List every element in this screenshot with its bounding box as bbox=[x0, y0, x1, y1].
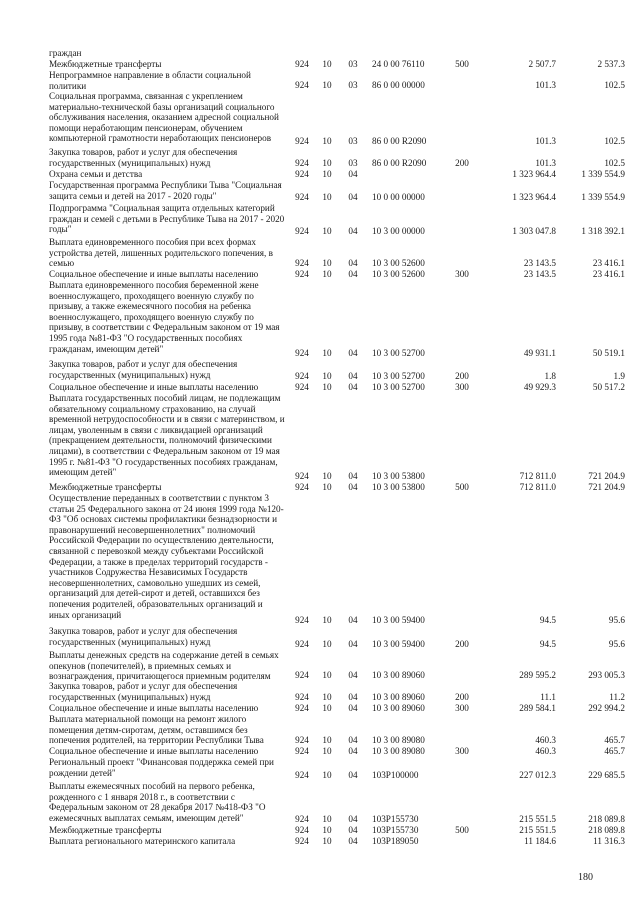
row-gr: 924 bbox=[295, 158, 309, 169]
row-sum-2020: 23 143.5 bbox=[523, 269, 556, 280]
row-sum-2021: 229 685.5 bbox=[588, 770, 625, 781]
row-pr: 04 bbox=[348, 735, 358, 746]
table-row bbox=[0, 180, 640, 203]
row-target-article: 10 3 00 53800 bbox=[372, 482, 425, 493]
row-pr: 03 bbox=[348, 59, 358, 70]
row-sum-2020: 101.3 bbox=[535, 136, 556, 147]
row-rz: 10 bbox=[322, 192, 332, 203]
row-expense-type: 300 bbox=[455, 382, 469, 393]
row-sum-2021: 11.2 bbox=[609, 692, 625, 703]
row-sum-2020: 23 143.5 bbox=[523, 258, 556, 269]
row-name: Выплата регионального материнского капитала bbox=[49, 836, 236, 846]
row-rz: 10 bbox=[322, 814, 332, 825]
row-target-article: 10 3 00 59400 bbox=[372, 639, 425, 650]
row-pr: 03 bbox=[348, 158, 358, 169]
row-name: Выплата единовременного пособия при всех формах устройства детей, лишенных родительского попечения, в семью bbox=[49, 237, 273, 269]
row-target-article: 86 0 00 R2090 bbox=[372, 136, 427, 147]
row-expense-type: 500 bbox=[455, 482, 469, 493]
row-sum-2020: 460.3 bbox=[535, 735, 556, 746]
row-sum-2021: 102.5 bbox=[604, 80, 625, 91]
row-expense-type: 200 bbox=[455, 158, 469, 169]
table-row bbox=[0, 482, 640, 493]
row-pr: 04 bbox=[348, 258, 358, 269]
row-expense-type: 300 bbox=[455, 703, 469, 714]
row-sum-2021: 95.6 bbox=[608, 615, 625, 626]
table-row bbox=[0, 781, 640, 825]
row-name: Выплаты ежемесячных пособий на первого ребенка, рожденного с 1 января 2018 г., в соответствии с Федеральным законом от 28 декабря 2017 №418-ФЗ "О ежемесячных выплатах семьям, имеющим детей" bbox=[49, 781, 266, 823]
row-sum-2021: 721 204.9 bbox=[588, 471, 625, 482]
row-name: Государственная программа Республики Тыва "Социальная защита семьи и детей на 2017 - 2020 годы" bbox=[49, 180, 282, 201]
row-sum-2021: 23 416.1 bbox=[592, 269, 625, 280]
table-row bbox=[0, 836, 640, 847]
row-pr: 04 bbox=[348, 639, 358, 650]
row-name: граждан bbox=[49, 48, 82, 58]
table-row bbox=[0, 493, 640, 626]
row-sum-2020: 1 303 047.8 bbox=[512, 226, 556, 237]
row-sum-2021: 95.6 bbox=[608, 639, 625, 650]
row-expense-type: 500 bbox=[455, 59, 469, 70]
row-expense-type: 200 bbox=[455, 371, 469, 382]
row-sum-2021: 1 339 554.9 bbox=[581, 192, 625, 203]
row-sum-2020: 712 811.0 bbox=[519, 482, 556, 493]
row-gr: 924 bbox=[295, 59, 309, 70]
row-sum-2021: 218 089.8 bbox=[588, 814, 625, 825]
row-gr: 924 bbox=[295, 814, 309, 825]
table-row bbox=[0, 70, 640, 91]
row-sum-2020: 49 929.3 bbox=[523, 382, 556, 393]
row-sum-2020: 101.3 bbox=[535, 158, 556, 169]
row-name: Социальное обеспечение и иные выплаты населению bbox=[49, 382, 259, 392]
row-sum-2020: 460.3 bbox=[535, 746, 556, 757]
row-pr: 04 bbox=[348, 371, 358, 382]
row-expense-type: 300 bbox=[455, 269, 469, 280]
row-gr: 924 bbox=[295, 670, 309, 681]
row-target-article: 10 3 00 00000 bbox=[372, 226, 425, 237]
row-pr: 04 bbox=[348, 692, 358, 703]
row-sum-2020: 215 551.5 bbox=[519, 814, 556, 825]
row-sum-2020: 1 323 964.4 bbox=[512, 192, 556, 203]
row-pr: 04 bbox=[348, 169, 358, 180]
row-rz: 10 bbox=[322, 825, 332, 836]
row-sum-2020: 1.8 bbox=[544, 371, 556, 382]
row-pr: 03 bbox=[348, 80, 358, 91]
row-rz: 10 bbox=[322, 770, 332, 781]
row-sum-2021: 1 318 392.1 bbox=[581, 226, 625, 237]
row-name: Межбюджетные трансферты bbox=[49, 825, 162, 835]
row-gr: 924 bbox=[295, 80, 309, 91]
row-name: Выплаты денежных средств на содержание детей в семьях опекунов (попечителей), в приемных семьях и вознаграждения, причитающегося приемным родителям bbox=[49, 650, 279, 682]
row-name: Закупка товаров, работ и услуг для обеспечения государственных (муниципальных) нужд bbox=[49, 359, 238, 380]
row-expense-type: 200 bbox=[455, 639, 469, 650]
row-rz: 10 bbox=[322, 615, 332, 626]
row-target-article: 10 3 00 89060 bbox=[372, 670, 425, 681]
row-rz: 10 bbox=[322, 348, 332, 359]
row-name: Социальная программа, связанная с укреплением материально-технической базы организаций социального обслуживания населения, оказанием адресной социальной помощи неработающим пенсионерам, обучением компьютерной грамотности неработающих пенсионеров bbox=[49, 91, 279, 144]
row-sum-2021: 11 316.3 bbox=[593, 836, 625, 847]
row-pr: 04 bbox=[348, 836, 358, 847]
row-sum-2021: 1.9 bbox=[613, 371, 625, 382]
row-rz: 10 bbox=[322, 482, 332, 493]
table-row bbox=[0, 48, 640, 59]
row-target-article: 103P189050 bbox=[372, 836, 419, 847]
table-row bbox=[0, 147, 640, 169]
row-gr: 924 bbox=[295, 825, 309, 836]
row-pr: 04 bbox=[348, 471, 358, 482]
row-pr: 04 bbox=[348, 770, 358, 781]
row-sum-2020: 49 931.1 bbox=[523, 348, 556, 359]
row-pr: 04 bbox=[348, 814, 358, 825]
row-target-article: 86 0 00 R2090 bbox=[372, 158, 427, 169]
row-target-article: 103P155730 bbox=[372, 814, 419, 825]
row-rz: 10 bbox=[322, 703, 332, 714]
row-target-article: 24 0 00 76110 bbox=[372, 59, 425, 70]
row-name: Региональный проект "Финансовая поддержка семей при рождении детей" bbox=[49, 757, 274, 778]
row-pr: 04 bbox=[348, 382, 358, 393]
row-gr: 924 bbox=[295, 615, 309, 626]
row-gr: 924 bbox=[295, 692, 309, 703]
row-rz: 10 bbox=[322, 59, 332, 70]
row-rz: 10 bbox=[322, 746, 332, 757]
row-name: Непрограммное направление в области социальной политики bbox=[49, 70, 251, 91]
row-rz: 10 bbox=[322, 158, 332, 169]
row-name: Охрана семьи и детства bbox=[49, 169, 143, 179]
row-gr: 924 bbox=[295, 348, 309, 359]
row-sum-2020: 712 811.0 bbox=[519, 471, 556, 482]
row-rz: 10 bbox=[322, 269, 332, 280]
row-expense-type: 200 bbox=[455, 692, 469, 703]
row-name: Выплата государственных пособий лицам, не подлежащим обязательному социальному страхованию, на случай временной нетрудоспособности и в связи с материнством, и лицам, уволенным в связи с ликвидацией организаций (прекращением деятельности, полномочий физическими лицами), в соответствии с Федеральным законом от 19 мая 1995 г. №81-ФЗ "О государственных пособиях гражданам, имеющим детей" bbox=[49, 393, 285, 478]
row-pr: 04 bbox=[348, 269, 358, 280]
row-sum-2021: 293 005.3 bbox=[588, 670, 625, 681]
row-target-article: 86 0 00 00000 bbox=[372, 80, 425, 91]
row-rz: 10 bbox=[322, 382, 332, 393]
table-row bbox=[0, 269, 640, 280]
table-row bbox=[0, 746, 640, 757]
row-gr: 924 bbox=[295, 471, 309, 482]
row-rz: 10 bbox=[322, 371, 332, 382]
row-sum-2021: 292 994.2 bbox=[588, 703, 625, 714]
row-target-article: 10 3 00 89060 bbox=[372, 703, 425, 714]
row-sum-2020: 2 507.7 bbox=[528, 59, 556, 70]
table-row bbox=[0, 59, 640, 70]
row-sum-2020: 289 584.1 bbox=[519, 703, 556, 714]
row-rz: 10 bbox=[322, 169, 332, 180]
row-rz: 10 bbox=[322, 471, 332, 482]
row-name: Осуществление переданных в соответствии с пунктом 3 статьи 25 Федерального закона от 24 июня 1999 года №120-ФЗ "Об основах системы профилактики безнадзорности и правонарушений несовершеннолетних" полномочий Российской Федерации по осуществлению деятельности, связанной с перевозкой между субъектами Российской Федерации, а также в пределах территорий государств - участников Содружества Независимых Государств несовершеннолетних, самовольно ушедших из семей, организаций для детей-сирот и детей, оставшихся без попечения родителей, образовательных организаций и иных организаций bbox=[49, 493, 284, 620]
table-row bbox=[0, 714, 640, 746]
row-gr: 924 bbox=[295, 836, 309, 847]
row-name: Социальное обеспечение и иные выплаты населению bbox=[49, 269, 259, 279]
row-gr: 924 bbox=[295, 735, 309, 746]
row-gr: 924 bbox=[295, 382, 309, 393]
row-pr: 04 bbox=[348, 482, 358, 493]
row-sum-2021: 465.7 bbox=[604, 746, 625, 757]
row-name: Межбюджетные трансферты bbox=[49, 59, 162, 69]
row-sum-2020: 101.3 bbox=[535, 80, 556, 91]
row-gr: 924 bbox=[295, 269, 309, 280]
row-target-article: 10 3 00 89060 bbox=[372, 692, 425, 703]
row-sum-2020: 94.5 bbox=[539, 615, 556, 626]
row-target-article: 10 3 00 52700 bbox=[372, 371, 425, 382]
row-pr: 04 bbox=[348, 670, 358, 681]
table-row bbox=[0, 703, 640, 714]
row-sum-2020: 11.1 bbox=[540, 692, 556, 703]
row-target-article: 103P100000 bbox=[372, 770, 419, 781]
row-gr: 924 bbox=[295, 258, 309, 269]
row-sum-2020: 94.5 bbox=[539, 639, 556, 650]
row-gr: 924 bbox=[295, 192, 309, 203]
row-sum-2021: 465.7 bbox=[604, 735, 625, 746]
row-pr: 04 bbox=[348, 825, 358, 836]
row-sum-2021: 721 204.9 bbox=[588, 482, 625, 493]
table-row bbox=[0, 382, 640, 393]
row-target-article: 10 3 00 59400 bbox=[372, 615, 425, 626]
row-sum-2021: 50 519.1 bbox=[592, 348, 625, 359]
row-sum-2020: 1 323 964.4 bbox=[512, 169, 556, 180]
row-gr: 924 bbox=[295, 703, 309, 714]
row-sum-2021: 218 089.8 bbox=[588, 825, 625, 836]
row-rz: 10 bbox=[322, 692, 332, 703]
row-sum-2021: 102.5 bbox=[604, 158, 625, 169]
row-name: Подпрограмма "Социальная защита отдельных категорий граждан и семей с детьми в Республике Тыва на 2017 - 2020 годы" bbox=[49, 203, 285, 235]
row-sum-2021: 23 416.1 bbox=[592, 258, 625, 269]
row-target-article: 10 3 00 89080 bbox=[372, 735, 425, 746]
row-name: Выплата материальной помощи на ремонт жилого помещения детям-сиротам, детям, оставшимся без попечения родителей, на территории Республики Тыва bbox=[49, 714, 264, 746]
row-sum-2021: 1 339 554.9 bbox=[581, 169, 625, 180]
table-row bbox=[0, 203, 640, 237]
row-rz: 10 bbox=[322, 136, 332, 147]
table-row bbox=[0, 626, 640, 650]
row-expense-type: 300 bbox=[455, 746, 469, 757]
row-pr: 04 bbox=[348, 615, 358, 626]
table-row bbox=[0, 280, 640, 359]
row-pr: 03 bbox=[348, 136, 358, 147]
table-row bbox=[0, 650, 640, 681]
row-name: Закупка товаров, работ и услуг для обеспечения государственных (муниципальных) нужд bbox=[49, 681, 238, 702]
row-sum-2020: 215 551.5 bbox=[519, 825, 556, 836]
row-rz: 10 bbox=[322, 80, 332, 91]
row-sum-2020: 227 012.3 bbox=[519, 770, 556, 781]
row-pr: 04 bbox=[348, 348, 358, 359]
row-target-article: 10 3 00 52700 bbox=[372, 382, 425, 393]
row-gr: 924 bbox=[295, 639, 309, 650]
row-target-article: 103P155730 bbox=[372, 825, 419, 836]
row-sum-2020: 11 184.6 bbox=[524, 836, 556, 847]
row-sum-2021: 2 537.3 bbox=[597, 59, 625, 70]
row-gr: 924 bbox=[295, 746, 309, 757]
row-gr: 924 bbox=[295, 770, 309, 781]
row-rz: 10 bbox=[322, 639, 332, 650]
row-gr: 924 bbox=[295, 136, 309, 147]
row-gr: 924 bbox=[295, 226, 309, 237]
table-row bbox=[0, 825, 640, 836]
page-number: 180 bbox=[578, 872, 593, 883]
row-name: Социальное обеспечение и иные выплаты населению bbox=[49, 746, 259, 756]
table-row bbox=[0, 757, 640, 781]
row-target-article: 10 0 00 00000 bbox=[372, 192, 425, 203]
row-name: Закупка товаров, работ и услуг для обеспечения государственных (муниципальных) нужд bbox=[49, 147, 238, 168]
row-target-article: 10 3 00 89080 bbox=[372, 746, 425, 757]
row-target-article: 10 3 00 52700 bbox=[372, 348, 425, 359]
table-row bbox=[0, 237, 640, 269]
row-pr: 04 bbox=[348, 192, 358, 203]
row-name: Социальное обеспечение и иные выплаты населению bbox=[49, 703, 259, 713]
row-gr: 924 bbox=[295, 169, 309, 180]
row-name: Межбюджетные трансферты bbox=[49, 482, 162, 492]
row-pr: 04 bbox=[348, 226, 358, 237]
row-rz: 10 bbox=[322, 735, 332, 746]
row-name: Выплата единовременного пособия беременной жене военнослужащего, проходящего военную службу по призыву, а также ежемесячного пособия на ребенка военнослужащего, проходящего военную службу по призыву, в соответствии с Федеральным законом от 19 мая 1995 года №81-ФЗ "О государственных пособиях гражданам, имеющим детей" bbox=[49, 280, 280, 354]
table-row bbox=[0, 169, 640, 180]
row-sum-2021: 102.5 bbox=[604, 136, 625, 147]
row-rz: 10 bbox=[322, 258, 332, 269]
row-expense-type: 500 bbox=[455, 825, 469, 836]
table-row bbox=[0, 681, 640, 703]
row-sum-2020: 289 595.2 bbox=[519, 670, 556, 681]
row-rz: 10 bbox=[322, 836, 332, 847]
row-target-article: 10 3 00 52600 bbox=[372, 258, 425, 269]
row-sum-2021: 50 517.2 bbox=[592, 382, 625, 393]
row-gr: 924 bbox=[295, 371, 309, 382]
row-name: Закупка товаров, работ и услуг для обеспечения государственных (муниципальных) нужд bbox=[49, 626, 238, 647]
row-pr: 04 bbox=[348, 703, 358, 714]
table-row bbox=[0, 359, 640, 382]
row-rz: 10 bbox=[322, 670, 332, 681]
row-target-article: 10 3 00 52600 bbox=[372, 269, 425, 280]
row-target-article: 10 3 00 53800 bbox=[372, 471, 425, 482]
table-row bbox=[0, 393, 640, 482]
row-rz: 10 bbox=[322, 226, 332, 237]
row-gr: 924 bbox=[295, 482, 309, 493]
row-pr: 04 bbox=[348, 746, 358, 757]
table-row bbox=[0, 91, 640, 147]
